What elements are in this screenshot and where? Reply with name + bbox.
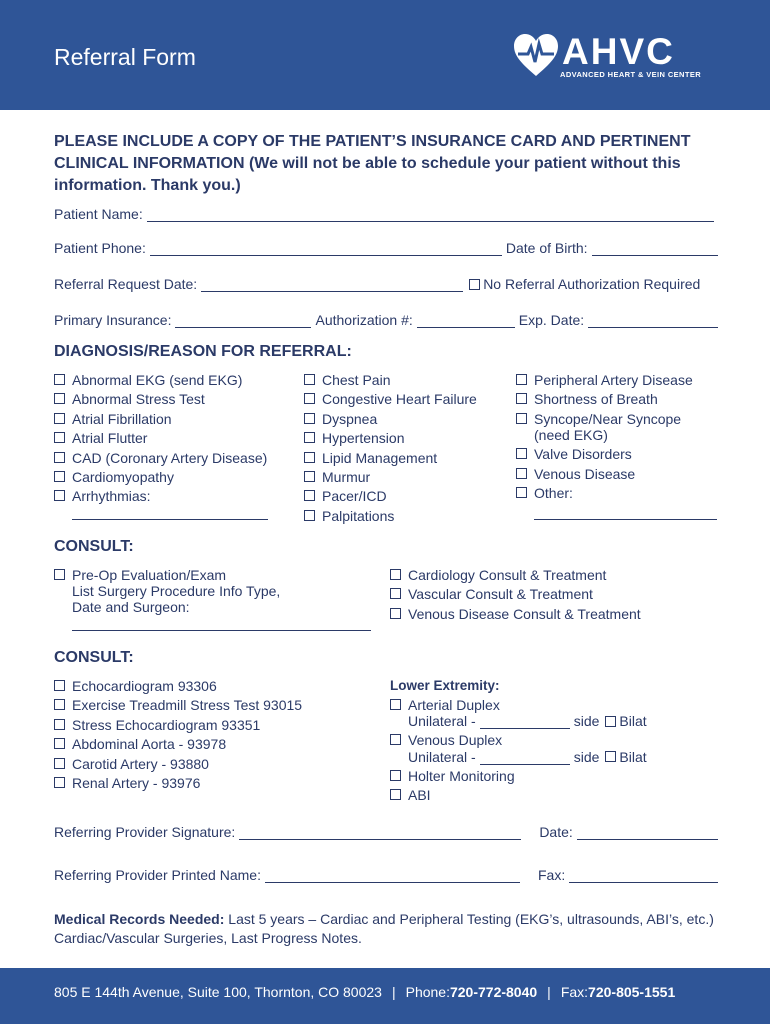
checkbox[interactable] [516, 448, 527, 459]
checkbox[interactable] [304, 452, 315, 463]
diagnosis-heading: DIAGNOSIS/REASON FOR REFERRAL: [54, 343, 352, 360]
ahvc-logo [512, 32, 722, 82]
footer-fax-label: Fax: [560, 984, 589, 1000]
consult-tests-column [54, 678, 374, 794]
patient-name-field[interactable] [147, 206, 714, 222]
checkbox[interactable] [304, 393, 315, 404]
checkbox-item[interactable] [390, 586, 720, 602]
diagnosis-column-2 [304, 372, 504, 527]
no-auth-checkbox[interactable] [469, 279, 480, 290]
checkbox-item[interactable] [304, 488, 504, 504]
checkbox-label: Lipid Management [322, 449, 438, 466]
footer-phone: 720-772-8040 [449, 984, 538, 1000]
exp-date-field[interactable] [588, 312, 718, 328]
checkbox-label: Atrial Flutter [72, 430, 148, 447]
dob-field[interactable] [592, 240, 718, 256]
footer-contact [54, 984, 675, 1000]
checkbox[interactable] [304, 490, 315, 501]
checkbox-label: Dyspnea [322, 410, 378, 427]
arrhythmias-blank-field[interactable] [72, 519, 268, 520]
checkbox-label: Stress Echocardiogram 93351 [72, 716, 261, 733]
checkbox[interactable] [304, 374, 315, 385]
primary-insurance-field[interactable] [175, 312, 311, 328]
preop-item[interactable] [54, 567, 374, 615]
venous-side-field[interactable] [480, 753, 570, 765]
checkbox-label: Peripheral Artery Disease [534, 372, 693, 388]
checkbox[interactable] [54, 777, 65, 788]
lower-extremity-heading: Lower Extremity: [390, 678, 500, 693]
sig-date-label: Date: [539, 824, 573, 840]
checkbox-label: Vascular Consult & Treatment [408, 586, 593, 603]
arterial-side-label: side [573, 713, 600, 730]
arterial-unilateral-label: Unilateral - [408, 713, 476, 730]
consult-heading-2: CONSULT: [54, 649, 134, 666]
printed-name-field[interactable] [265, 867, 520, 883]
checkbox-item[interactable] [516, 485, 726, 501]
patient-phone-label: Patient Phone: [54, 240, 146, 256]
consult-preop-block [54, 567, 374, 618]
checkbox[interactable] [54, 471, 65, 482]
checkbox[interactable] [54, 490, 65, 501]
checkbox[interactable] [54, 432, 65, 443]
checkbox-item[interactable] [516, 466, 726, 482]
checkbox-item[interactable] [54, 775, 374, 791]
checkbox-label: Chest Pain [322, 372, 391, 388]
checkbox[interactable] [54, 374, 65, 385]
arterial-duplex-label: Arterial Duplex [408, 697, 500, 713]
checkbox-label: Hypertension [322, 430, 405, 447]
printed-name-label: Referring Provider Printed Name: [54, 867, 261, 883]
medical-records-note [54, 910, 724, 948]
checkbox-item[interactable] [54, 488, 294, 504]
checkbox-label: Cardiology Consult & Treatment [408, 567, 607, 583]
checkbox[interactable] [390, 569, 401, 580]
venous-unilateral-label: Unilateral - [408, 748, 476, 765]
checkbox-label: Congestive Heart Failure [322, 391, 477, 408]
diagnosis-column-3 [516, 372, 726, 504]
fax-field[interactable] [569, 867, 718, 883]
holter-label: Holter Monitoring [408, 767, 515, 784]
header-banner [0, 0, 770, 110]
footer-separator: | [547, 984, 551, 1000]
checkbox-item[interactable] [516, 391, 726, 407]
checkbox-item[interactable] [54, 717, 374, 733]
checkbox-label: Renal Artery - 93976 [72, 774, 201, 791]
checkbox-item[interactable] [304, 469, 504, 485]
authorization-label: Authorization #: [315, 312, 413, 328]
other-blank-field[interactable] [534, 519, 717, 520]
diagnosis-column-1 [54, 372, 294, 508]
checkbox[interactable] [516, 374, 527, 385]
checkbox-label: Abdominal Aorta - 93978 [72, 736, 227, 753]
patient-name-label: Patient Name: [54, 206, 143, 222]
checkbox[interactable] [304, 471, 315, 482]
checkbox-item[interactable] [304, 508, 504, 524]
logo-text: AHVC [562, 31, 675, 72]
form-title: Referral Form [54, 44, 196, 70]
records-label: Medical Records Needed: [54, 911, 225, 927]
checkbox-label: Arrhythmias: [72, 488, 151, 505]
checkbox[interactable] [54, 758, 65, 769]
primary-insurance-label: Primary Insurance: [54, 312, 172, 328]
checkbox-item[interactable] [516, 446, 726, 462]
checkbox[interactable] [516, 393, 527, 404]
checkbox-label: Abnormal EKG (send EKG) [72, 372, 243, 388]
checkbox[interactable] [304, 413, 315, 424]
arterial-duplex-item[interactable] [390, 697, 720, 713]
abi-checkbox[interactable] [390, 789, 401, 800]
heart-icon [512, 32, 560, 80]
checkbox-label: Shortness of Breath [534, 391, 658, 408]
checkbox-item[interactable] [54, 372, 294, 388]
checkbox-item[interactable] [54, 697, 374, 713]
checkbox[interactable] [54, 393, 65, 404]
checkbox-item[interactable] [390, 606, 720, 622]
signature-label: Referring Provider Signature: [54, 824, 236, 840]
checkbox-item[interactable] [304, 450, 504, 466]
checkbox-label: Exercise Treadmill Stress Test 93015 [72, 697, 303, 714]
dob-label: Date of Birth: [505, 240, 588, 256]
checkbox-label: Pacer/ICD [322, 488, 387, 505]
checkbox-item[interactable] [304, 372, 504, 388]
checkbox-item[interactable] [54, 736, 374, 752]
checkbox-label: Venous Disease Consult & Treatment [408, 605, 641, 622]
arterial-bilat-checkbox[interactable] [605, 716, 616, 727]
checkbox-label: Abnormal Stress Test [72, 391, 205, 408]
fax-label: Fax: [537, 867, 566, 883]
preop-checkbox[interactable] [54, 569, 65, 580]
printed-name-row [54, 867, 718, 883]
abi-item[interactable] [390, 787, 720, 803]
checkbox-label: Syncope/Near Syncope (need EKG) [534, 410, 682, 443]
checkbox-item[interactable] [304, 391, 504, 407]
checkbox-item[interactable] [390, 567, 720, 583]
arterial-duplex-checkbox[interactable] [390, 699, 401, 710]
checkbox[interactable] [516, 413, 527, 424]
checkbox-item[interactable] [304, 411, 504, 427]
checkbox[interactable] [54, 680, 65, 691]
checkbox-label: Atrial Fibrillation [72, 410, 172, 427]
checkbox[interactable] [516, 468, 527, 479]
venous-side-row [408, 749, 720, 765]
abi-label: ABI [408, 787, 431, 804]
sig-date-field[interactable] [577, 824, 718, 840]
checkbox[interactable] [304, 432, 315, 443]
venous-bilat-checkbox[interactable] [605, 751, 616, 762]
authorization-field[interactable] [417, 312, 515, 328]
checkbox[interactable] [390, 608, 401, 619]
no-auth-label: No Referral Authorization Required [483, 276, 701, 292]
arterial-side-row [408, 713, 720, 729]
checkbox-label: CAD (Coronary Artery Disease) [72, 449, 268, 466]
checkbox[interactable] [54, 738, 65, 749]
checkbox-item[interactable] [54, 756, 374, 772]
consult-right-column [390, 567, 720, 625]
holter-checkbox[interactable] [390, 770, 401, 781]
checkbox-item[interactable] [54, 411, 294, 427]
checkbox-label: Cardiomyopathy [72, 468, 174, 485]
holter-item[interactable] [390, 768, 720, 784]
checkbox-label: Valve Disorders [534, 446, 632, 463]
footer-address: 805 E 144th Avenue, Suite 100, Thornton, CO 80023 [54, 984, 382, 1000]
arterial-bilat-label: Bilat [619, 713, 647, 730]
records-text: Last 5 years – Cardiac and Peripheral Testing (EKG’s, ultrasounds, ABI’s, etc.) Cardiac/Vascular Surgeries, Last Progress Notes. [54, 911, 714, 946]
checkbox-item[interactable] [516, 372, 726, 388]
referral-date-label: Referral Request Date: [54, 276, 198, 292]
checkbox-item[interactable] [304, 430, 504, 446]
venous-bilat-label: Bilat [619, 748, 647, 765]
checkbox[interactable] [54, 452, 65, 463]
checkbox-item[interactable] [54, 450, 294, 466]
patient-phone-row [54, 240, 718, 256]
insurance-notice: PLEASE INCLUDE A COPY OF THE PATIENT’S INSURANCE CARD AND PERTINENT CLINICAL INFORMATION (We will not be able to schedule your patient without this information. Thank you.) [54, 133, 691, 194]
lower-extremity-column [390, 678, 720, 807]
checkbox-item[interactable] [516, 411, 726, 443]
checkbox-label: Echocardiogram 93306 [72, 678, 217, 694]
patient-name-row [54, 206, 718, 222]
arterial-side-field[interactable] [480, 717, 570, 729]
patient-phone-field[interactable] [150, 240, 502, 256]
signature-row [54, 824, 718, 840]
checkbox-label: Murmur [322, 468, 371, 485]
venous-duplex-checkbox[interactable] [390, 734, 401, 745]
venous-duplex-item[interactable] [390, 732, 720, 748]
footer-banner [0, 968, 770, 1024]
checkbox[interactable] [54, 719, 65, 730]
checkbox-item[interactable] [54, 430, 294, 446]
signature-field[interactable] [239, 824, 521, 840]
exp-date-label: Exp. Date: [518, 312, 585, 328]
checkbox[interactable] [304, 510, 315, 521]
preop-blank-field[interactable] [72, 630, 371, 631]
footer-separator: | [391, 984, 396, 1000]
venous-duplex-label: Venous Duplex [408, 732, 503, 749]
checkbox-item[interactable] [54, 469, 294, 485]
checkbox-item[interactable] [54, 678, 374, 694]
footer-phone-label: Phone: [405, 984, 450, 1000]
referral-date-row [54, 276, 718, 292]
checkbox[interactable] [54, 413, 65, 424]
checkbox[interactable] [516, 487, 527, 498]
checkbox-item[interactable] [54, 391, 294, 407]
consult-heading-1: CONSULT: [54, 538, 134, 555]
preop-label: Pre-Op Evaluation/Exam List Surgery Procedure Info Type, Date and Surgeon: [72, 567, 281, 615]
venous-side-label: side [573, 748, 600, 765]
checkbox[interactable] [390, 588, 401, 599]
insurance-row [54, 312, 718, 328]
footer-fax: 720-805-1551 [588, 984, 676, 1000]
checkbox-label: Other: [534, 484, 573, 501]
checkbox-label: Venous Disease [534, 465, 636, 482]
checkbox[interactable] [54, 699, 65, 710]
checkbox-label: Palpitations [322, 507, 395, 524]
logo-subtitle: ADVANCED HEART & VEIN CENTER [560, 70, 702, 79]
referral-date-field[interactable] [201, 276, 463, 292]
checkbox-label: Carotid Artery - 93880 [72, 755, 209, 772]
